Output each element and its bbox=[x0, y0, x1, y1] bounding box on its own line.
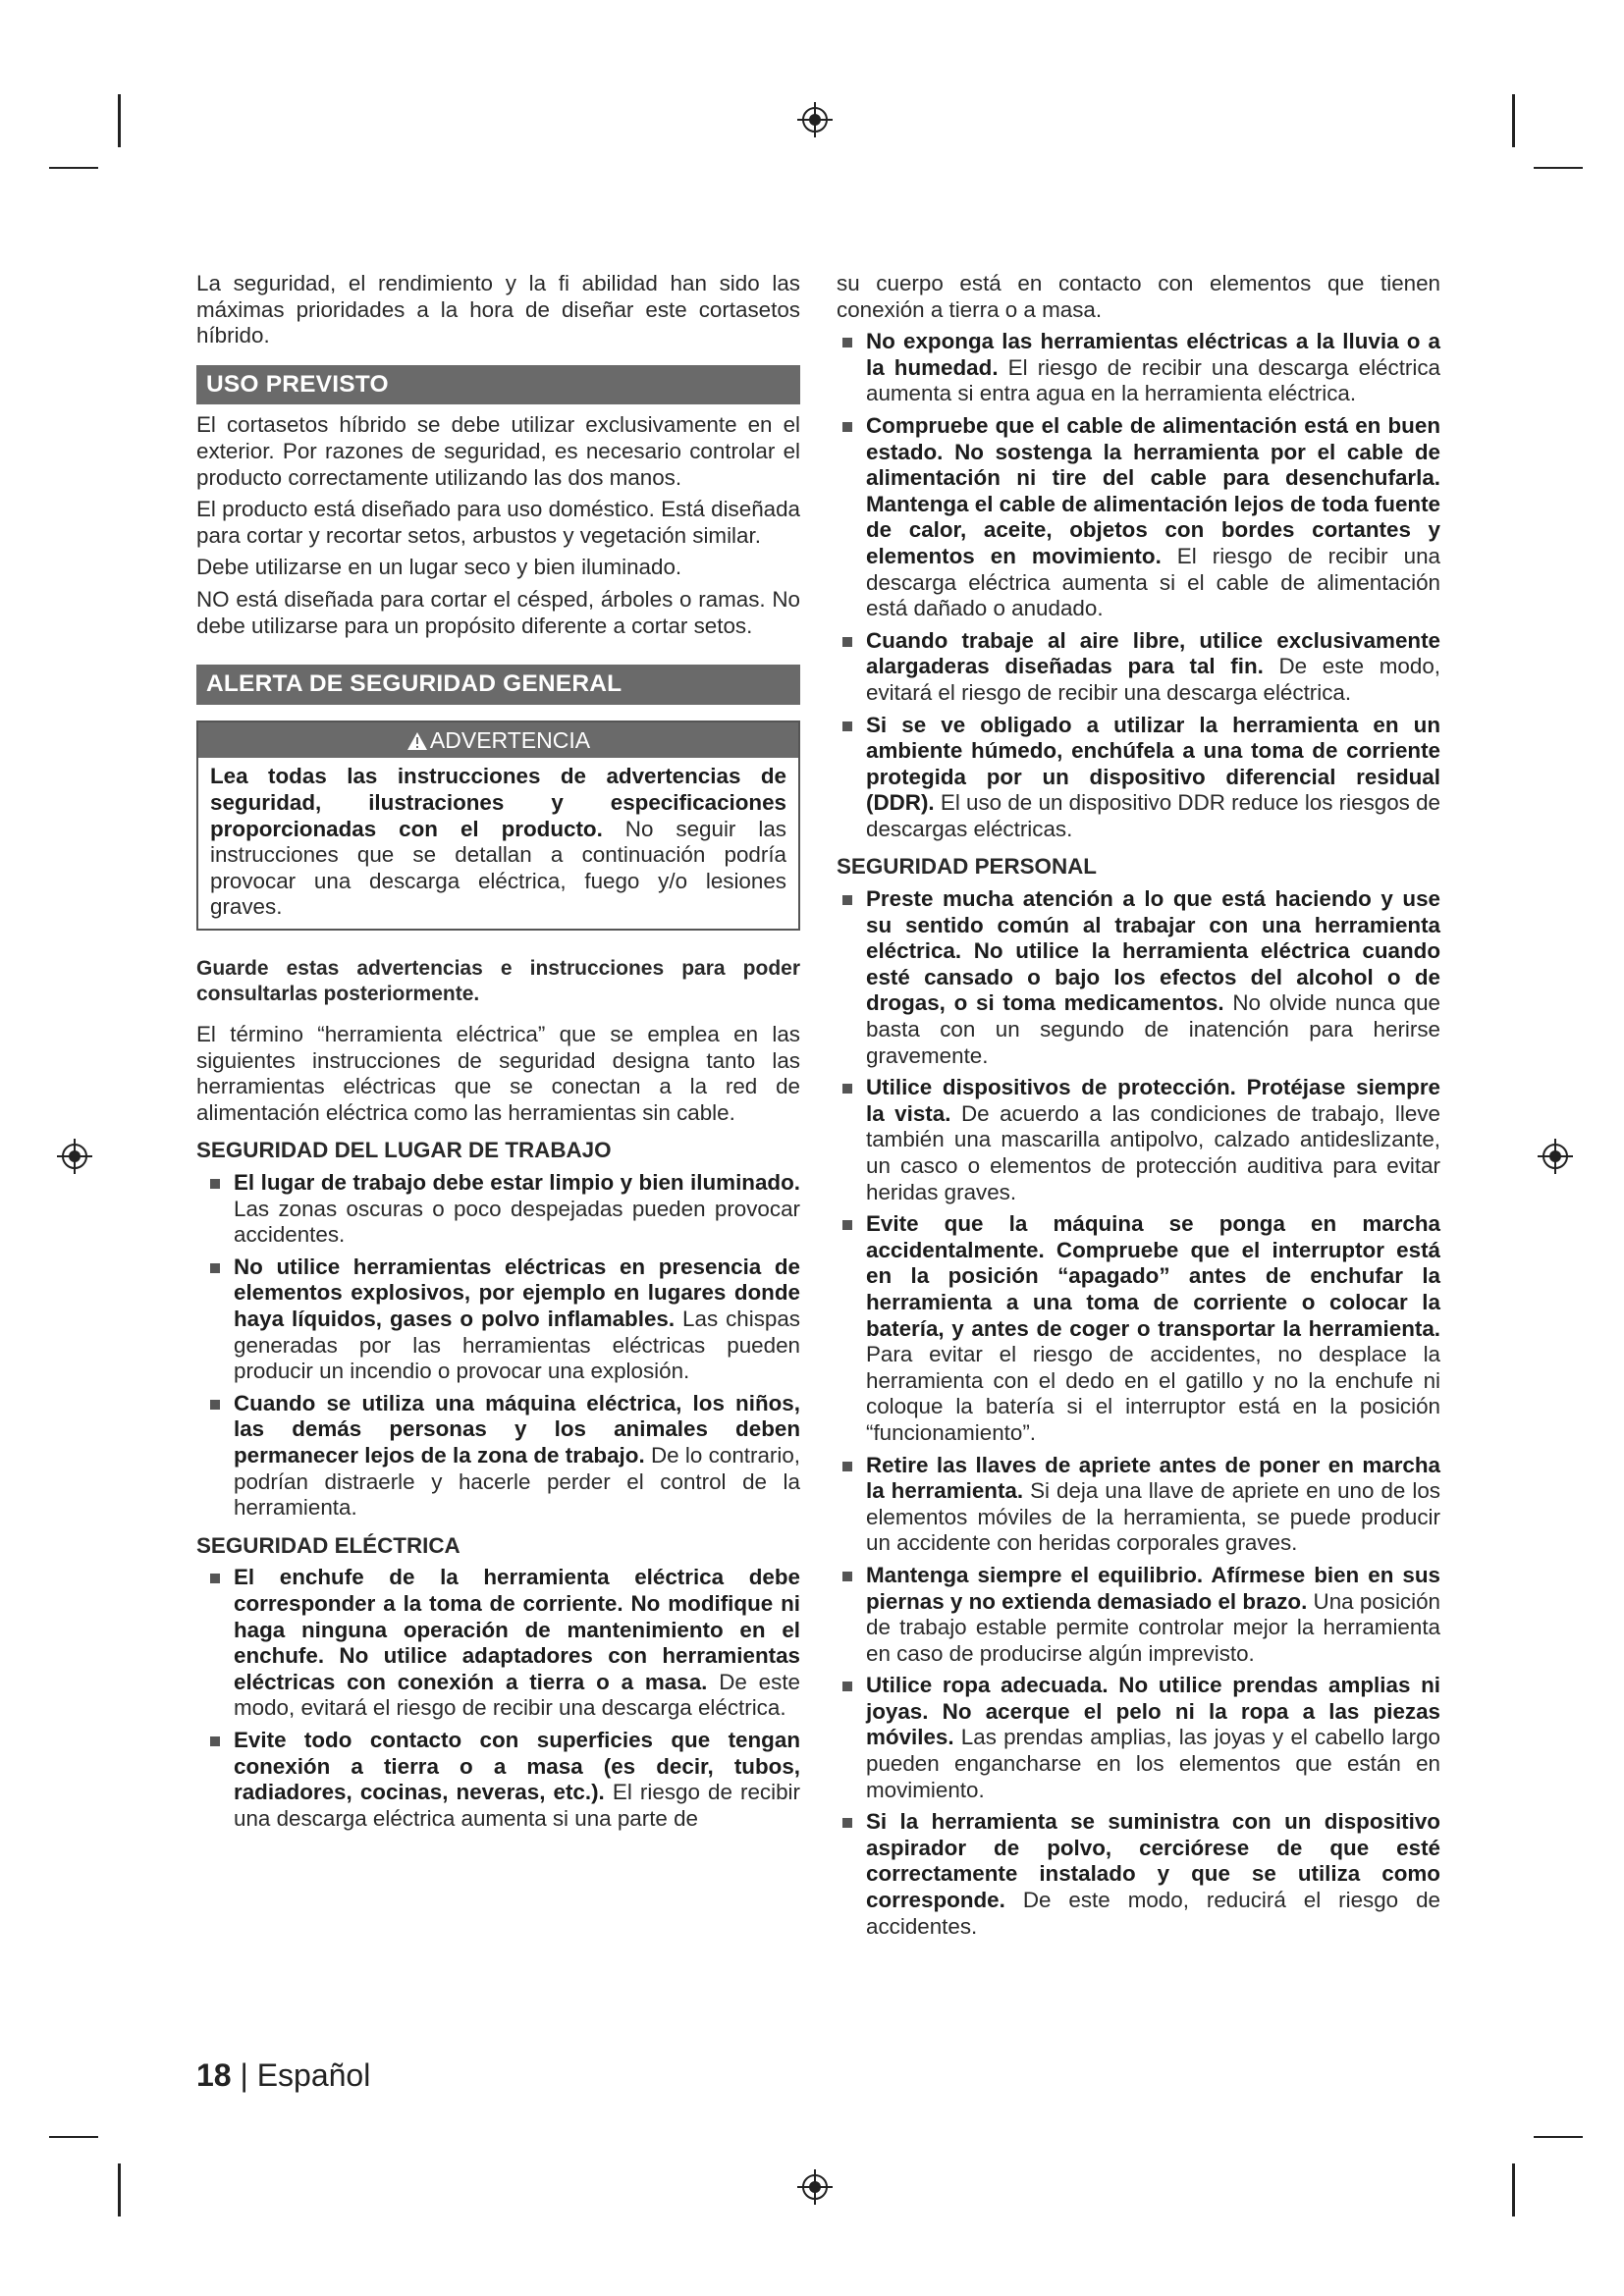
warning-title: ADVERTENCIA bbox=[429, 726, 591, 753]
crop-mark bbox=[49, 2136, 98, 2138]
paragraph: El producto está diseñado para uso doméstico. Está diseñada para cortar y recortar setos, arbustos y vegetación similar. bbox=[196, 497, 800, 548]
registration-mark-icon bbox=[795, 100, 835, 139]
list-item: Compruebe que el cable de alimentación está en buen estado. No sostenga la herramienta por el cable de alimentación ni tire del cable para desenchufarla. Mantenga el cable de alimentación lejos de toda fuente de calor, aceite, objetos con bordes cortantes y elementos en movimiento. El riesgo de recibir una descarga eléctrica aumenta si el cable de alimentación está dañado o anudado. bbox=[866, 412, 1440, 621]
crop-mark bbox=[1534, 2136, 1583, 2138]
footer-separator: | bbox=[231, 2057, 257, 2093]
list-item: Retire las llaves de apriete antes de poner en marcha la herramienta. Si deja una llave de apriete en uno de los elementos móviles de la herramienta, se puede producir un accidente con heridas corporales graves. bbox=[866, 1452, 1441, 1556]
registration-mark-icon bbox=[1536, 1137, 1575, 1176]
term-paragraph: El término “herramienta eléctrica” que se emplea en las siguientes instrucciones de seguridad designa tanto las herramientas eléctricas que se conectan a la red de alimentación eléctrica como las herramientas sin cable. bbox=[196, 1022, 800, 1125]
crop-mark bbox=[118, 94, 121, 147]
warning-box bbox=[196, 721, 800, 931]
left-column bbox=[196, 271, 800, 1838]
subheading-lugar-de-trabajo: SEGURIDAD DEL LUGAR DE TRABAJO bbox=[196, 1138, 612, 1163]
intro-paragraph: La seguridad, el rendimiento y la fi abilidad han sido las máximas prioridades a la hora de diseñar este cortasetos híbrido. bbox=[196, 271, 800, 348]
crop-mark bbox=[1512, 94, 1515, 147]
list-seguridad-electrica bbox=[196, 1565, 800, 1832]
list-item: Mantenga siempre el equilibrio. Afírmese bien en sus piernas y no extienda demasiado el brazo. Una posición de trabajo estable permite controlar mejor la herramienta en caso de producirse algún imprevisto. bbox=[866, 1562, 1440, 1666]
list-item: Cuando se utiliza una máquina eléctrica, los niños, las demás personas y los animales deben permanecer lejos de la zona de trabajo. De lo contrario, podrían distraerle y hacerle perder el control de la herramienta. bbox=[234, 1390, 800, 1521]
crop-mark bbox=[1512, 2163, 1515, 2216]
crop-mark bbox=[49, 167, 98, 169]
subheading-seguridad-personal: SEGURIDAD PERSONAL bbox=[837, 854, 1097, 880]
list-item: Utilice ropa adecuada. No utilice prendas amplias ni joyas. No acerque el pelo ni la ropa a las piezas móviles. Las prendas amplias, las joyas y el cabello largo pueden engancharse en los elementos que están en movimiento. bbox=[866, 1673, 1440, 1802]
list-item: El enchufe de la herramienta eléctrica debe corresponder a la toma de corriente. No modifique ni haga ninguna operación de mantenimiento en el enchufe. No utilice adaptadores con herramientas eléctricas con conexión a tierra o a masa. De este modo, evitará el riesgo de recibir una descarga eléctrica. bbox=[234, 1565, 800, 1721]
right-column bbox=[837, 271, 1440, 1946]
footer-language: Español bbox=[256, 2057, 371, 2093]
continuation-paragraph: su cuerpo está en contacto con elementos que tienen conexión a tierra o a masa. bbox=[837, 271, 1440, 322]
warning-triangle-icon bbox=[406, 731, 428, 751]
crop-mark bbox=[118, 2163, 121, 2216]
list-seguridad-electrica-continued bbox=[837, 329, 1440, 842]
list-item: Cuando trabaje al aire libre, utilice exclusivamente alargaderas diseñadas para tal fin. De este modo, evitará el riesgo de recibir una descarga eléctrica. bbox=[866, 627, 1440, 705]
section-heading-alerta: ALERTA DE SEGURIDAD GENERAL bbox=[196, 665, 800, 705]
crop-mark bbox=[1534, 167, 1583, 169]
paragraph: NO está diseñada para cortar el césped, árboles o ramas. No debe utilizarse para un propósito diferente a cortar setos. bbox=[196, 586, 800, 638]
paragraph: El cortasetos híbrido se debe utilizar exclusivamente en el exterior. Por razones de seguridad, es necesario controlar el producto correctamente utilizando las dos manos. bbox=[196, 412, 800, 490]
list-seguridad-personal bbox=[837, 886, 1440, 1940]
list-item: Evite todo contacto con superficies que tengan conexión a tierra o a masa (es decir, tubos, radiadores, cocinas, neveras, etc.). El riesgo de recibir una descarga eléctrica aumenta si una parte de bbox=[234, 1727, 800, 1831]
list-lugar-de-trabajo bbox=[196, 1170, 800, 1522]
save-note: Guarde estas advertencias e instrucciones para poder consultarlas posteriormente. bbox=[196, 956, 800, 1006]
list-item: No utilice herramientas eléctricas en presencia de elementos explosivos, por ejemplo en lugares donde haya líquidos, gases o polvo inflamables. Las chispas generadas por las herramientas eléctricas pueden producir un incendio o provocar una explosión. bbox=[234, 1254, 801, 1384]
registration-mark-icon bbox=[55, 1137, 94, 1176]
warning-header bbox=[198, 722, 798, 759]
list-item: Evite que la máquina se ponga en marcha accidentalmente. Compruebe que el interruptor está en la posición “apagado” antes de enchufar la herramienta a una toma de corriente o colocar la batería, y antes de coger o transportar la herramienta. Para evitar el riesgo de accidentes, no desplace la herramienta con el dedo en el gatillo y no la enchufe ni coloque la batería si el interruptor está en la posición “funcionamiento”. bbox=[866, 1211, 1440, 1445]
registration-mark-icon bbox=[795, 2167, 835, 2207]
warning-text: Lea todas las instrucciones de advertencias de seguridad, ilustraciones y especificaciones proporcionadas con el producto. No seguir las instrucciones que se detallan a continuación podría provocar una descarga eléctrica, fuego y/o lesiones graves. bbox=[210, 764, 786, 920]
list-item: Si la herramienta se suministra con un dispositivo aspirador de polvo, cerciórese de que esté correctamente instalado y que se utiliza como corresponde. De este modo, reducirá el riesgo de accidentes. bbox=[866, 1809, 1440, 1939]
page-number: 18 bbox=[196, 2057, 232, 2093]
page-footer bbox=[196, 2057, 370, 2094]
section-heading-uso-previsto: USO PREVISTO bbox=[196, 365, 800, 405]
list-item: Preste mucha atención a lo que está haciendo y use su sentido común al trabajar con una herramienta eléctrica. No utilice la herramienta eléctrica cuando esté cansado o bajo los efectos del alcohol o de drogas, o si toma medicamentos. No olvide nunca que basta con un segundo de inatención para herirse gravemente. bbox=[866, 886, 1440, 1068]
list-item: El lugar de trabajo debe estar limpio y bien iluminado. Las zonas oscuras o poco despejadas pueden provocar accidentes. bbox=[234, 1170, 800, 1248]
list-item: Utilice dispositivos de protección. Protéjase siempre la vista. De acuerdo a las condiciones de trabajo, lleve también una mascarilla antipolvo, calzado antideslizante, un casco o elementos de protección auditiva para evitar heridas graves. bbox=[866, 1075, 1440, 1204]
list-item: No exponga las herramientas eléctricas a la lluvia o a la humedad. El riesgo de recibir una descarga eléctrica aumenta si entra agua en la herramienta eléctrica. bbox=[866, 329, 1440, 406]
paragraph: Debe utilizarse en un lugar seco y bien iluminado. bbox=[196, 555, 682, 580]
subheading-seguridad-electrica: SEGURIDAD ELÉCTRICA bbox=[196, 1532, 460, 1558]
list-item: Si se ve obligado a utilizar la herramienta en un ambiente húmedo, enchúfela a una toma de corriente protegida por un dispositivo diferencial residual (DDR). El uso de un dispositivo DDR reduce los riesgos de descargas eléctricas. bbox=[866, 712, 1440, 841]
